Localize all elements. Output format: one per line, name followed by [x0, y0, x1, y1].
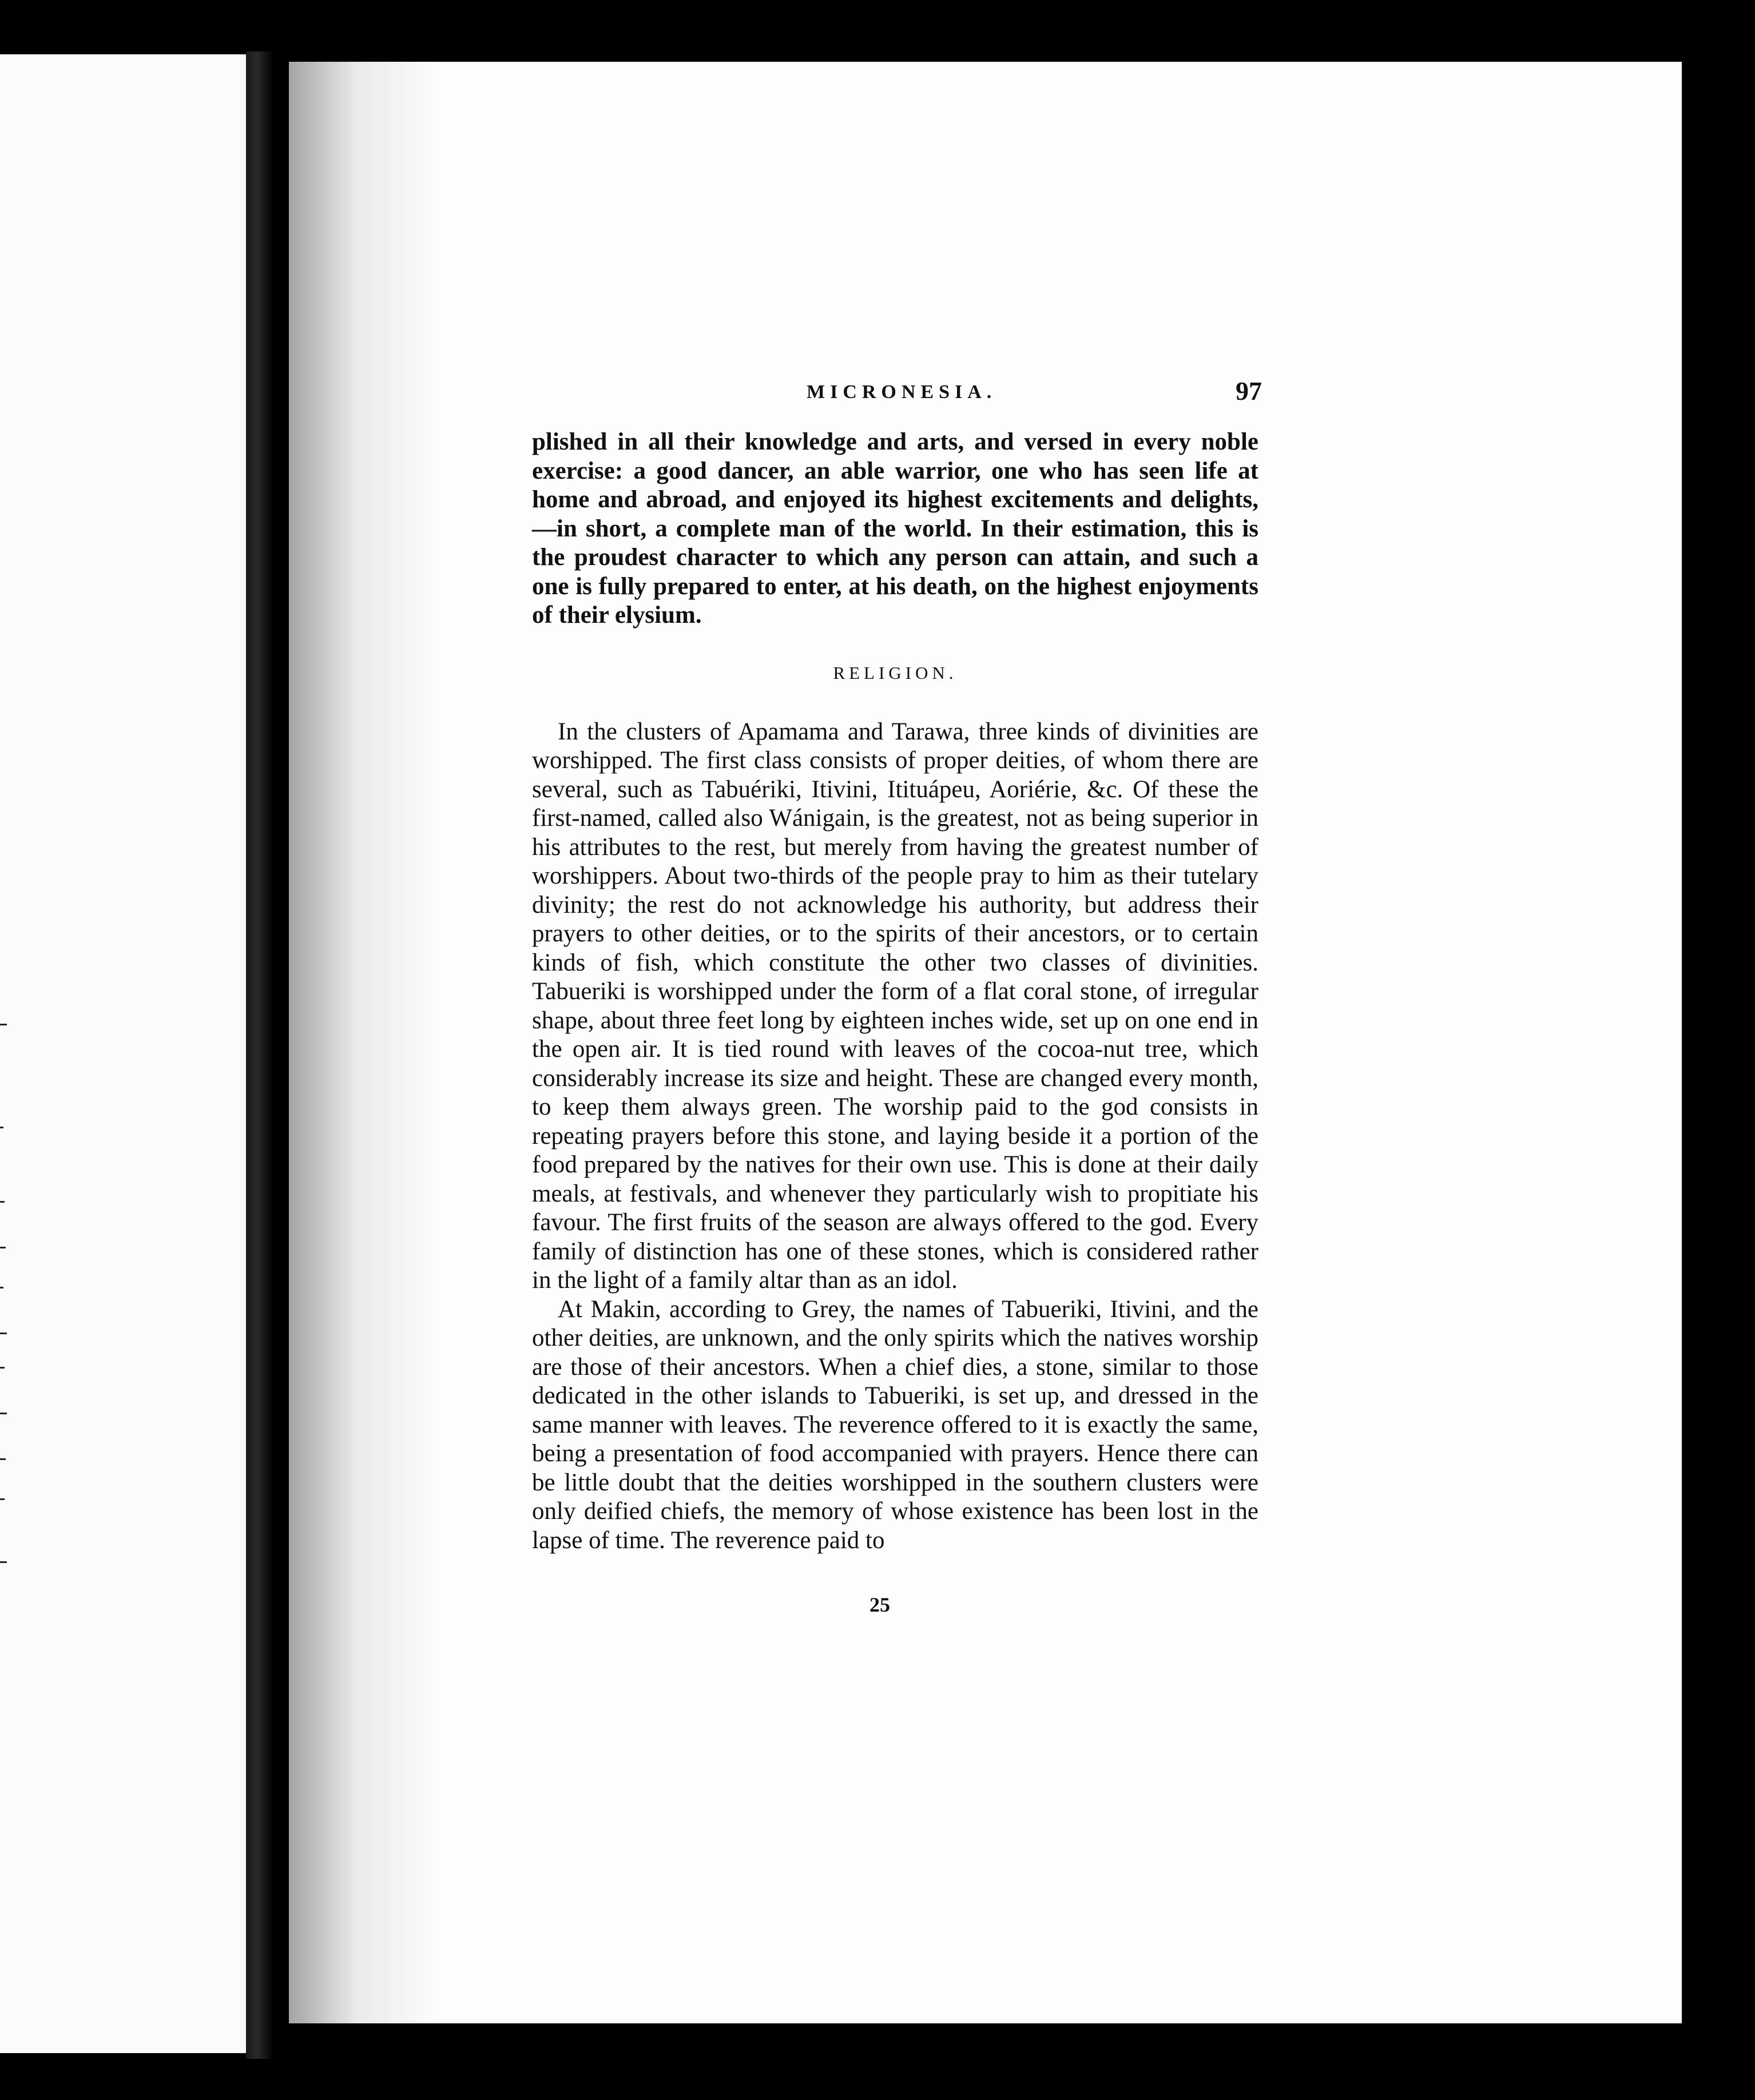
running-header	[0, 375, 1755, 415]
book-gutter-shadow	[246, 51, 292, 2059]
continued-paragraph: plished in all their knowledge and arts, and versed in every noble exercise: a good dancer, an able warrior, one who has seen life at home and abroad, and enjoyed its highest excitements and delights, —in short, a complete man of the world. In their estimation, this is the proudest character to which any person can attain, and such a one is fully prepared to enter, at his death, on the highest enjoyments of their elysium.	[532, 428, 1258, 629]
body-text	[532, 428, 1258, 1555]
facing-page-text-fragments	[0, 1024, 11, 1584]
facing-page-edge	[0, 54, 246, 2053]
running-title: MICRONESIA.	[807, 381, 997, 403]
page-number: 97	[1236, 376, 1262, 405]
religion-paragraph-2: At Makin, according to Grey, the names of Tabueriki, Itivini, and the other deities, are unknown, and the only spirits which the natives worship are those of their ancestors. When a chief dies, a stone, similar to those dedicated in the other islands to Tabueriki, is set up, and dressed in the same manner with leaves. The reverence offered to it is exactly the same, being a presentation of food accompanied with prayers. Hence there can be little doubt that the deities worshipped in the southern clusters were only deified chiefs, the memory of whose existence has been lost in the lapse of time. The reverence paid to	[532, 1295, 1258, 1554]
section-heading: RELIGION.	[833, 662, 958, 683]
signature-mark: 25	[869, 1593, 890, 1616]
page-curl-shadow	[289, 62, 438, 2023]
religion-paragraph-1: In the clusters of Apamama and Tarawa, three kinds of divinities are worshipped. The first class consists of proper deities, of whom there are several, such as Tabuériki, Itivini, Itituápeu, Aoriérie, &c. Of these the first-named, called also Wánigain, is the greatest, not as being superior in his attributes to the rest, but merely from having the greatest number of worshippers. About two-thirds of the people pray to him as their tutelary divinity; the rest do not acknowledge his authority, but address their prayers to other deities, or to the spirits of their ancestors, or to certain kinds of fish, which constitute the other two classes of divinities. Tabueriki is worshipped under the form of a flat coral stone, of irregular shape, about three feet long by eighteen inches wide, set up on one end in the open air. It is tied round with leaves of the cocoa-nut tree, which considerably increase its size and height. These are changed every month, to keep them always green. The worship paid to the god consists in repeating prayers before this stone, and laying beside it a portion of the food prepared by the natives for their own use. This is done at their daily meals, at festivals, and whenever they particularly wish to propitiate his favour. The first fruits of the season are always offered to the god. Every family of distinction has one of these stones, which is considered rather in the light of a family altar than as an idol.	[532, 718, 1258, 1294]
